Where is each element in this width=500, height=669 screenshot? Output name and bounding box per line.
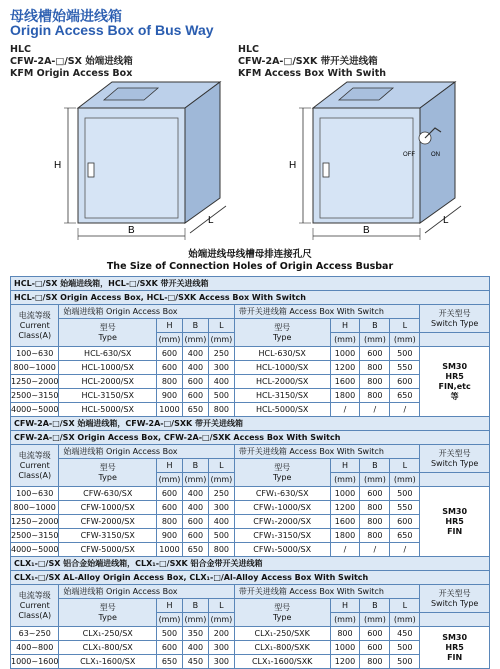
type-header-line: 型号 xyxy=(99,602,116,612)
right-product-line3: KFM Access Box With Swith xyxy=(238,68,387,79)
switch-type-header-line: 开关型号 xyxy=(438,448,471,458)
origin-h-cell: 500 xyxy=(157,627,183,641)
switch-type-spacer xyxy=(420,333,490,347)
h-header: H xyxy=(330,599,360,613)
current-class-cell: 1250~2000 xyxy=(11,515,59,529)
l-header: L xyxy=(390,459,420,473)
switch-type-cell xyxy=(420,487,490,557)
h-header: H xyxy=(157,319,183,333)
class-header xyxy=(11,445,59,487)
caption-cn: 始端进线母线槽母排连接孔尺 xyxy=(188,249,312,260)
table-row xyxy=(11,627,490,641)
origin-h-cell: 1000 xyxy=(157,543,183,557)
switch-type-header xyxy=(420,305,490,333)
unit-mm: (mm) xyxy=(157,333,183,347)
right-product-label xyxy=(238,44,386,80)
unit-mm: (mm) xyxy=(360,473,390,487)
switch-type-spacer xyxy=(420,613,490,627)
table-row xyxy=(11,361,490,375)
switch-on-label: ON xyxy=(431,152,440,158)
origin-h-cell: 900 xyxy=(157,529,183,543)
switch-l-cell: 600 xyxy=(390,515,420,529)
switch-b-cell: 800 xyxy=(360,515,390,529)
type-header-line: Type xyxy=(98,472,117,482)
switch-type-line: FIN xyxy=(447,526,463,536)
header-row xyxy=(11,445,490,459)
origin-type-cell: CLX₁-800/SX xyxy=(59,641,157,655)
origin-h-cell: 600 xyxy=(157,347,183,361)
table-row xyxy=(11,389,490,403)
section-title-row xyxy=(11,431,490,445)
current-class-cell: 100~630 xyxy=(11,487,59,501)
current-class-cell: 400~800 xyxy=(11,641,59,655)
origin-b-cell: 450 xyxy=(182,655,208,669)
origin-b-cell: 400 xyxy=(182,641,208,655)
origin-type-cell: CFW-2000/SX xyxy=(59,515,157,529)
type-header xyxy=(59,459,157,487)
switch-h-cell: 1800 xyxy=(330,389,360,403)
switch-type-line: FIN xyxy=(447,652,463,662)
unit-mm: (mm) xyxy=(360,333,390,347)
l-header: L xyxy=(390,599,420,613)
switch-type-line: SM30 xyxy=(442,506,468,516)
section-title-en: HCL-□/SX Origin Access Box, HCL-□/SXK Access Box With Switch xyxy=(11,291,490,305)
origin-group-header: 始端进线箱 Origin Access Box xyxy=(59,585,234,599)
switch-type-line: HR5 xyxy=(445,516,464,526)
switch-h-cell: 1200 xyxy=(330,655,360,669)
switch-access-box-illustration xyxy=(265,78,475,243)
section-title-cn: CLX₁-□/SX 铝合金始端进线箱，CLX₁-□/SXK 铝合金带开关进线箱 xyxy=(11,557,490,571)
switch-type-header xyxy=(420,585,490,613)
switch-l-cell: 500 xyxy=(390,641,420,655)
origin-type-cell: HCL-3150/SX xyxy=(59,389,157,403)
unit-mm: (mm) xyxy=(390,613,420,627)
type-header xyxy=(234,599,330,627)
switch-b-cell: 600 xyxy=(360,347,390,361)
unit-mm: (mm) xyxy=(330,333,360,347)
section-title-row xyxy=(11,571,490,585)
class-header-line: Current xyxy=(19,320,50,330)
right-dim-h: H xyxy=(289,160,297,171)
class-header-line: Current xyxy=(19,600,50,610)
origin-l-cell: 300 xyxy=(208,641,234,655)
switch-h-cell: 800 xyxy=(330,627,360,641)
table-row xyxy=(11,487,490,501)
origin-h-cell: 600 xyxy=(157,501,183,515)
left-product-line1: HLC xyxy=(10,44,31,55)
current-class-cell: 2500~3150 xyxy=(11,389,59,403)
switch-box-type-cell: HCL-5000/SX xyxy=(234,403,330,417)
l-header: L xyxy=(208,319,234,333)
switch-l-cell: 550 xyxy=(390,361,420,375)
origin-h-cell: 800 xyxy=(157,375,183,389)
b-header: B xyxy=(360,459,390,473)
origin-h-cell: 600 xyxy=(157,361,183,375)
left-dim-b: B xyxy=(128,225,135,236)
switch-box-type-cell: CLX₁-1600/SXK xyxy=(234,655,330,669)
origin-type-cell: CFW-5000/SX xyxy=(59,543,157,557)
type-header-line: 型号 xyxy=(99,322,116,332)
switch-type-header-line: Switch Type xyxy=(430,318,479,328)
origin-l-cell: 400 xyxy=(208,515,234,529)
switch-box-type-cell: HCL-630/SX xyxy=(234,347,330,361)
type-header-line: Type xyxy=(98,332,117,342)
page-title-cn: 母线槽始端进线箱 xyxy=(10,9,122,25)
switch-type-cell xyxy=(420,347,490,417)
switch-h-cell: 1600 xyxy=(330,375,360,389)
switch-box-type-cell: CFW₁-2000/SX xyxy=(234,515,330,529)
left-product-line2: CFW-2A-□/SX 始端进线箱 xyxy=(10,56,133,67)
switch-type-spacer xyxy=(420,473,490,487)
switch-type-cell xyxy=(420,627,490,669)
type-header-line: Type xyxy=(273,472,292,482)
switch-type-header-line: 开关型号 xyxy=(438,588,471,598)
type-header xyxy=(59,599,157,627)
h-header: H xyxy=(157,599,183,613)
switch-h-cell: 1600 xyxy=(330,515,360,529)
switch-box-type-cell: CFW₁-1000/SX xyxy=(234,501,330,515)
switch-h-cell: 1200 xyxy=(330,361,360,375)
type-header xyxy=(234,459,330,487)
table-row xyxy=(11,501,490,515)
current-class-cell: 1000~1600 xyxy=(11,655,59,669)
class-header-line: 电流等级 xyxy=(18,590,51,600)
left-product-line3: KFM Origin Access Box xyxy=(10,68,133,79)
l-header: L xyxy=(208,599,234,613)
origin-type-cell: HCL-1000/SX xyxy=(59,361,157,375)
origin-type-cell: CFW-1000/SX xyxy=(59,501,157,515)
switch-box-type-cell: CLX₁-250/SXK xyxy=(234,627,330,641)
section-title-en: CLX₁-□/SX AL-Alloy Origin Access Box, CLX₁-□/Al-Alloy Access Box With Switch xyxy=(11,571,490,585)
origin-h-cell: 600 xyxy=(157,641,183,655)
switch-box-type-cell: HCL-2000/SX xyxy=(234,375,330,389)
current-class-cell: 4000~5000 xyxy=(11,403,59,417)
origin-b-cell: 600 xyxy=(182,389,208,403)
type-header xyxy=(234,319,330,347)
origin-type-cell: HCL-5000/SX xyxy=(59,403,157,417)
origin-b-cell: 350 xyxy=(182,627,208,641)
current-class-cell: 100~630 xyxy=(11,347,59,361)
switch-box-type-cell: CFW₁-630/SX xyxy=(234,487,330,501)
switch-box-type-cell: HCL-3150/SX xyxy=(234,389,330,403)
switch-b-cell: 800 xyxy=(360,361,390,375)
switch-h-cell: 1800 xyxy=(330,529,360,543)
unit-mm: (mm) xyxy=(208,333,234,347)
switch-group-header: 带开关进线箱 Access Box With Switch xyxy=(234,585,419,599)
switch-l-cell: 600 xyxy=(390,375,420,389)
right-product-line2: CFW-2A-□/SXK 带开关进线箱 xyxy=(238,56,378,67)
b-header: B xyxy=(360,319,390,333)
section-title-row xyxy=(11,291,490,305)
origin-l-cell: 250 xyxy=(208,487,234,501)
origin-l-cell: 300 xyxy=(208,501,234,515)
table-row xyxy=(11,655,490,669)
origin-h-cell: 1000 xyxy=(157,403,183,417)
right-dim-b: B xyxy=(363,225,370,236)
switch-b-cell: 800 xyxy=(360,529,390,543)
switch-type-header-line: 开关型号 xyxy=(438,308,471,318)
origin-h-cell: 800 xyxy=(157,515,183,529)
table-row xyxy=(11,515,490,529)
unit-mm: (mm) xyxy=(390,333,420,347)
origin-b-cell: 650 xyxy=(182,543,208,557)
origin-b-cell: 650 xyxy=(182,403,208,417)
table-row xyxy=(11,375,490,389)
left-product-label xyxy=(10,44,133,80)
origin-type-cell: CLX₁-1600/SX xyxy=(59,655,157,669)
section-title-row xyxy=(11,277,490,291)
switch-l-cell: 500 xyxy=(390,487,420,501)
unit-mm: (mm) xyxy=(330,613,360,627)
switch-group-header: 带开关进线箱 Access Box With Switch xyxy=(234,305,419,319)
origin-l-cell: 300 xyxy=(208,361,234,375)
class-header xyxy=(11,585,59,627)
caption-en: The Size of Connection Holes of Origin Access Busbar xyxy=(106,261,394,272)
switch-type-line: HR5 xyxy=(445,371,464,381)
switch-type-line: FIN,etc xyxy=(438,381,471,391)
switch-b-cell: 800 xyxy=(360,375,390,389)
table-row xyxy=(11,641,490,655)
origin-group-header: 始端进线箱 Origin Access Box xyxy=(59,445,234,459)
origin-h-cell: 600 xyxy=(157,487,183,501)
origin-l-cell: 250 xyxy=(208,347,234,361)
type-header-line: 型号 xyxy=(274,462,291,472)
origin-l-cell: 300 xyxy=(208,655,234,669)
header-row xyxy=(11,305,490,319)
unit-mm: (mm) xyxy=(208,613,234,627)
switch-type-header-line: Switch Type xyxy=(430,598,479,608)
left-dim-h: H xyxy=(54,160,62,171)
origin-b-cell: 400 xyxy=(182,487,208,501)
switch-off-label: OFF xyxy=(403,152,415,158)
switch-h-cell: 1200 xyxy=(330,501,360,515)
right-product-line1: HLC xyxy=(238,44,259,55)
switch-l-cell: / xyxy=(390,403,420,417)
switch-type-line: 等 xyxy=(450,391,459,401)
section-title-cn: HCL-□/SX 始端进线箱，HCL-□/SXK 带开关进线箱 xyxy=(11,277,490,291)
switch-type-header-line: Switch Type xyxy=(430,458,479,468)
switch-type-line: SM30 xyxy=(442,632,468,642)
switch-b-cell: / xyxy=(360,403,390,417)
origin-group-header: 始端进线箱 Origin Access Box xyxy=(59,305,234,319)
switch-h-cell: / xyxy=(330,403,360,417)
right-dim-l: L xyxy=(443,215,449,226)
origin-b-cell: 600 xyxy=(182,375,208,389)
l-header: L xyxy=(208,459,234,473)
origin-type-cell: HCL-630/SX xyxy=(59,347,157,361)
current-class-cell: 2500~3150 xyxy=(11,529,59,543)
switch-l-cell: 650 xyxy=(390,389,420,403)
class-header-line: Current xyxy=(19,460,50,470)
origin-l-cell: 800 xyxy=(208,543,234,557)
switch-box-type-cell: CFW₁-5000/SX xyxy=(234,543,330,557)
origin-type-cell: CLX₁-250/SX xyxy=(59,627,157,641)
switch-l-cell: 650 xyxy=(390,529,420,543)
switch-type-line: HR5 xyxy=(445,642,464,652)
origin-l-cell: 400 xyxy=(208,375,234,389)
type-header-line: 型号 xyxy=(99,462,116,472)
switch-l-cell: 550 xyxy=(390,501,420,515)
l-header: L xyxy=(390,319,420,333)
origin-b-cell: 400 xyxy=(182,501,208,515)
table-row xyxy=(11,347,490,361)
class-header-line: Class(A) xyxy=(18,610,52,620)
switch-h-cell: 1000 xyxy=(330,641,360,655)
section-title-row xyxy=(11,417,490,431)
type-header xyxy=(59,319,157,347)
switch-group-header: 带开关进线箱 Access Box With Switch xyxy=(234,445,419,459)
origin-l-cell: 200 xyxy=(208,627,234,641)
switch-b-cell: 800 xyxy=(360,501,390,515)
switch-type-header xyxy=(420,445,490,473)
b-header: B xyxy=(360,599,390,613)
origin-h-cell: 900 xyxy=(157,389,183,403)
class-header-line: 电流等级 xyxy=(18,310,51,320)
switch-b-cell: 800 xyxy=(360,655,390,669)
unit-mm: (mm) xyxy=(182,333,208,347)
switch-box-type-cell: HCL-1000/SX xyxy=(234,361,330,375)
switch-h-cell: 1000 xyxy=(330,487,360,501)
section-title-en: CFW-2A-□/SX Origin Access Box, CFW-2A-□/SXK Access Box With Switch xyxy=(11,431,490,445)
origin-l-cell: 800 xyxy=(208,403,234,417)
table-row xyxy=(11,403,490,417)
origin-l-cell: 500 xyxy=(208,389,234,403)
unit-mm: (mm) xyxy=(360,613,390,627)
h-header: H xyxy=(330,319,360,333)
left-dim-l: L xyxy=(208,215,214,226)
origin-b-cell: 400 xyxy=(182,347,208,361)
switch-b-cell: / xyxy=(360,543,390,557)
header-row xyxy=(11,585,490,599)
class-header-line: Class(A) xyxy=(18,330,52,340)
switch-box-type-cell: CLX₁-800/SXK xyxy=(234,641,330,655)
unit-mm: (mm) xyxy=(208,473,234,487)
switch-h-cell: 1000 xyxy=(330,347,360,361)
type-header-line: Type xyxy=(273,332,292,342)
origin-b-cell: 600 xyxy=(182,515,208,529)
origin-type-cell: HCL-2000/SX xyxy=(59,375,157,389)
type-header-line: Type xyxy=(273,612,292,622)
header-row xyxy=(11,599,490,613)
class-header-line: 电流等级 xyxy=(18,450,51,460)
switch-b-cell: 600 xyxy=(360,627,390,641)
type-header-line: 型号 xyxy=(274,602,291,612)
unit-mm: (mm) xyxy=(182,613,208,627)
origin-b-cell: 600 xyxy=(182,529,208,543)
switch-b-cell: 600 xyxy=(360,641,390,655)
table-row xyxy=(11,529,490,543)
current-class-cell: 4000~5000 xyxy=(11,543,59,557)
page-title-en: Origin Access Box of Bus Way xyxy=(10,22,214,38)
switch-l-cell: 500 xyxy=(390,655,420,669)
origin-b-cell: 400 xyxy=(182,361,208,375)
table-row xyxy=(11,543,490,557)
switch-type-line: SM30 xyxy=(442,361,468,371)
current-class-cell: 1250~2000 xyxy=(11,375,59,389)
origin-type-cell: CFW-3150/SX xyxy=(59,529,157,543)
type-header-line: 型号 xyxy=(274,322,291,332)
switch-h-cell: / xyxy=(330,543,360,557)
class-header-line: Class(A) xyxy=(18,470,52,480)
spec-table xyxy=(10,276,490,669)
switch-l-cell: / xyxy=(390,543,420,557)
header-row xyxy=(11,319,490,333)
switch-b-cell: 600 xyxy=(360,487,390,501)
h-header: H xyxy=(330,459,360,473)
unit-mm: (mm) xyxy=(182,473,208,487)
class-header xyxy=(11,305,59,347)
unit-mm: (mm) xyxy=(157,473,183,487)
switch-l-cell: 450 xyxy=(390,627,420,641)
current-class-cell: 63~250 xyxy=(11,627,59,641)
unit-mm: (mm) xyxy=(390,473,420,487)
section-title-cn: CFW-2A-□/SX 始端进线箱，CFW-2A-□/SXK 带开关进线箱 xyxy=(11,417,490,431)
origin-type-cell: CFW-630/SX xyxy=(59,487,157,501)
switch-b-cell: 800 xyxy=(360,389,390,403)
b-header: B xyxy=(182,599,208,613)
b-header: B xyxy=(182,459,208,473)
unit-mm: (mm) xyxy=(330,473,360,487)
h-header: H xyxy=(157,459,183,473)
b-header: B xyxy=(182,319,208,333)
origin-access-box-illustration xyxy=(30,78,240,243)
section-title-row xyxy=(11,557,490,571)
current-class-cell: 800~1000 xyxy=(11,361,59,375)
origin-l-cell: 500 xyxy=(208,529,234,543)
switch-l-cell: 500 xyxy=(390,347,420,361)
unit-mm: (mm) xyxy=(157,613,183,627)
type-header-line: Type xyxy=(98,612,117,622)
current-class-cell: 800~1000 xyxy=(11,501,59,515)
origin-h-cell: 650 xyxy=(157,655,183,669)
switch-box-type-cell: CFW₁-3150/SX xyxy=(234,529,330,543)
header-row xyxy=(11,459,490,473)
